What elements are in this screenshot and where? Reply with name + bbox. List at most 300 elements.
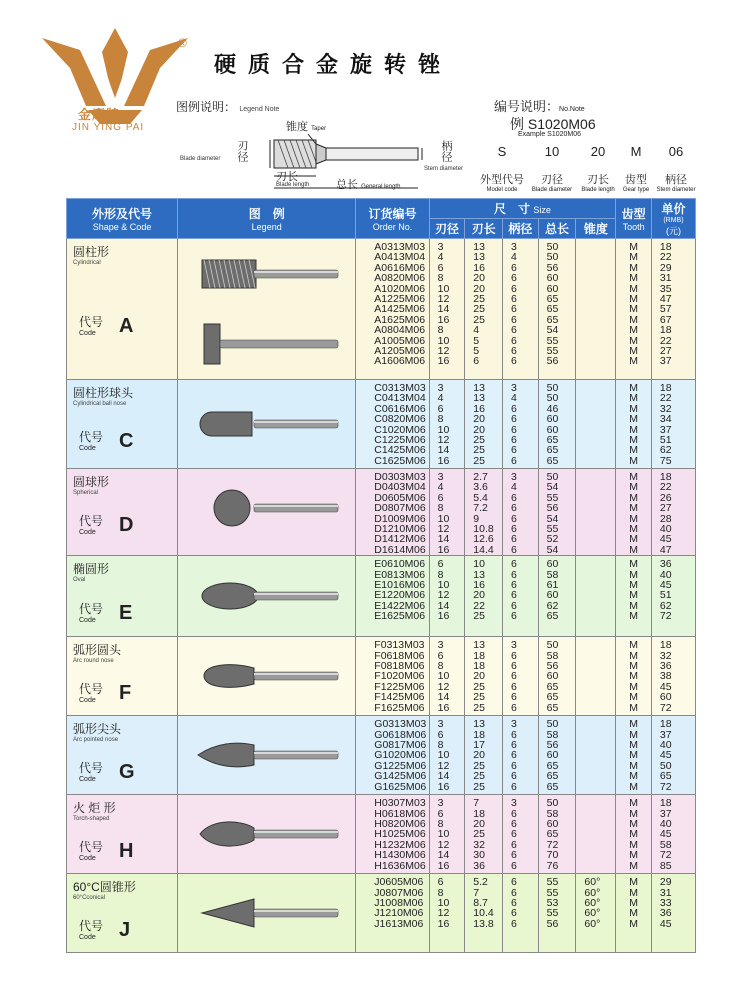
col-dia <box>429 556 465 637</box>
cell-total: 56 <box>546 261 559 274</box>
col-total <box>538 469 576 556</box>
col-total <box>538 716 576 795</box>
cell-tooth: M <box>629 261 638 274</box>
cell-total: 65 <box>546 691 559 704</box>
cell-price: 40 <box>659 568 672 581</box>
cell-orders: C0413M04 <box>374 392 426 405</box>
cell-total: 56 <box>546 660 559 673</box>
cell-stem: 3 <box>511 718 517 731</box>
cell-dia: 8 <box>437 818 444 831</box>
cell-orders: A1020M06 <box>374 282 426 295</box>
cell-tooth: M <box>629 828 638 841</box>
cell-blen: 20 <box>473 749 485 762</box>
cell-blen: 7 <box>473 797 480 810</box>
cell-dia: 12 <box>437 907 450 920</box>
brand-name-en: JIN YING PAI <box>72 122 145 133</box>
cell-tooth: M <box>629 579 638 592</box>
cell-dia: 10 <box>437 670 450 683</box>
code-letter: J <box>119 919 131 942</box>
cell-price: 72 <box>659 610 672 623</box>
col-dia <box>429 239 465 380</box>
col-orders <box>356 380 429 469</box>
cell-tooth: M <box>629 272 638 285</box>
cell-total: 70 <box>546 849 559 862</box>
cell-stem: 6 <box>511 859 517 872</box>
shape-cell <box>67 556 178 637</box>
cell-total: 50 <box>546 251 559 264</box>
cell-dia: 16 <box>437 780 450 793</box>
cell-stem: 3 <box>511 639 517 652</box>
cell-price: 18 <box>659 797 672 810</box>
cell-total: 54 <box>546 543 559 556</box>
cell-blen: 13 <box>473 718 485 731</box>
cell-dia: 8 <box>437 272 444 285</box>
cell-stem: 6 <box>511 454 517 467</box>
cell-price: 22 <box>659 392 672 405</box>
cell-price: 31 <box>659 886 672 899</box>
col-blen <box>465 380 503 469</box>
col-tooth <box>616 637 652 716</box>
cell-blen: 18 <box>473 649 485 662</box>
number-example-en: Example S1020M06 <box>518 131 582 138</box>
cell-tooth: M <box>629 610 638 623</box>
shape-cell <box>67 239 178 380</box>
cell-total: 50 <box>546 392 559 405</box>
col-tooth <box>616 469 652 556</box>
shape-name-cn: 60°C圆锥形 <box>73 880 136 895</box>
cell-price: 27 <box>659 502 672 515</box>
cell-stem: 6 <box>511 876 517 889</box>
cell-blen: 25 <box>473 691 485 704</box>
cell-blen: 14.4 <box>473 543 494 556</box>
shape-name-cn: 圆球形 <box>73 475 110 489</box>
col-dia <box>429 637 465 716</box>
cell-total: 54 <box>546 512 559 525</box>
cell-stem: 4 <box>511 481 517 494</box>
cell-blen: 32 <box>473 838 485 851</box>
cell-total: 65 <box>546 828 559 841</box>
col-tooth <box>616 239 652 380</box>
cell-price: 50 <box>659 759 672 772</box>
cell-blen: 20 <box>473 423 485 436</box>
cell-total: 65 <box>546 759 559 772</box>
cell-tooth: M <box>629 770 638 783</box>
cell-orders: G1625M06 <box>374 780 427 793</box>
cell-tooth: M <box>629 471 638 483</box>
section-row-f <box>67 637 696 716</box>
col-tooth <box>616 716 652 795</box>
cell-blen: 13 <box>473 568 485 581</box>
cell-dia: 10 <box>437 749 450 762</box>
cell-stem: 6 <box>511 897 517 910</box>
cell-total: 65 <box>546 701 559 714</box>
cell-dia: 6 <box>437 402 444 415</box>
cell-tooth: M <box>629 849 638 862</box>
cell-price: 18 <box>659 718 672 731</box>
col-taper <box>576 380 616 469</box>
cell-dia: 8 <box>437 739 444 752</box>
cell-orders: A1205M06 <box>374 345 426 358</box>
cell-orders: E1422M06 <box>374 599 426 612</box>
cell-orders: G0313M03 <box>374 718 427 731</box>
cell-stem: 4 <box>511 392 517 405</box>
col-total <box>538 239 576 380</box>
cell-total: 50 <box>546 797 559 810</box>
cell-stem: 6 <box>511 558 517 571</box>
cell-stem: 6 <box>511 739 517 752</box>
cell-stem: 4 <box>511 251 517 264</box>
cell-tooth: M <box>629 434 638 447</box>
cell-price: 27 <box>659 345 672 358</box>
burr-image-f <box>192 646 342 706</box>
cell-stem: 6 <box>511 599 517 612</box>
cell-total: 60 <box>546 558 559 571</box>
cell-total: 55 <box>546 334 559 347</box>
cell-stem: 6 <box>511 670 517 683</box>
code-label: 代号 Code <box>79 602 104 625</box>
cell-blen: 8.7 <box>473 897 488 910</box>
cell-orders: E1220M06 <box>374 589 426 602</box>
cell-dia: 14 <box>437 691 450 704</box>
col-tooth <box>616 380 652 469</box>
product-table <box>66 198 696 953</box>
cell-dia: 10 <box>437 828 450 841</box>
cell-dia: 12 <box>437 680 450 693</box>
cell-price: 62 <box>659 444 672 457</box>
th-legend: 图 例 Legend <box>178 199 356 239</box>
cell-total: 52 <box>546 533 559 546</box>
cell-dia: 16 <box>437 917 450 930</box>
cell-blen: 25 <box>473 780 485 793</box>
cell-blen: 9 <box>473 512 480 525</box>
cell-dia: 12 <box>437 589 450 602</box>
cell-price: 18 <box>659 324 672 337</box>
cell-price: 37 <box>659 355 672 368</box>
section-row-c <box>67 380 696 469</box>
shape-name-en: Spherical <box>73 490 99 496</box>
cell-orders: D0403M04 <box>374 481 426 494</box>
cell-orders: G1425M06 <box>374 770 427 783</box>
cell-orders: A0616M06 <box>374 261 426 274</box>
shape-name-en: Arc pointed nose <box>73 737 119 744</box>
burr-image-j <box>192 883 342 943</box>
code-label: 代号 Code <box>79 514 104 536</box>
col-stem <box>503 716 539 795</box>
th-total-len: 总长 <box>538 219 576 239</box>
legend-image-cell <box>178 380 356 469</box>
cell-dia: 6 <box>437 649 444 662</box>
cell-blen: 10.8 <box>473 523 494 536</box>
cell-total: 65 <box>546 780 559 793</box>
cell-price: 18 <box>659 639 672 652</box>
shape-cell <box>67 716 178 795</box>
cell-blen: 25 <box>473 293 485 306</box>
cell-total: 56 <box>546 917 559 930</box>
cell-price: 29 <box>659 261 672 274</box>
cell-blen: 20 <box>473 589 485 602</box>
cell-blen: 25 <box>473 610 485 623</box>
cell-price: 37 <box>659 728 672 741</box>
cell-dia: 4 <box>437 481 444 494</box>
cell-orders: D1210M06 <box>374 523 426 536</box>
cell-orders: H0820M06 <box>374 818 426 831</box>
cell-tooth: M <box>629 797 638 810</box>
burr-image-c <box>192 394 342 454</box>
code-part: 20 刃长 Blade length <box>581 144 615 193</box>
cell-stem: 6 <box>511 818 517 831</box>
cell-tooth: M <box>629 345 638 358</box>
cell-orders: F0313M03 <box>374 639 425 652</box>
blade-dia-label: 刃径 <box>236 140 248 162</box>
cell-stem: 3 <box>511 241 517 253</box>
shape-name-en: Cylindrical <box>73 260 101 266</box>
cell-dia: 12 <box>437 293 450 306</box>
cell-price: 45 <box>659 828 672 841</box>
cell-tooth: M <box>629 543 638 556</box>
cell-tooth: M <box>629 313 638 326</box>
section-row-j <box>67 874 696 953</box>
cell-blen: 25 <box>473 444 485 457</box>
legend-image-cell <box>178 469 356 556</box>
cell-tooth: M <box>629 502 638 515</box>
cell-orders: E0813M06 <box>374 568 426 581</box>
cell-blen: 25 <box>473 434 485 447</box>
cell-stem: 6 <box>511 568 517 581</box>
cell-stem: 6 <box>511 828 517 841</box>
cell-total: 50 <box>546 241 559 253</box>
cell-blen: 10.4 <box>473 907 494 920</box>
col-total <box>538 380 576 469</box>
col-taper <box>576 637 616 716</box>
cell-stem: 6 <box>511 413 517 426</box>
cell-price: 22 <box>659 251 672 264</box>
cell-stem: 6 <box>511 838 517 851</box>
cell-total: 56 <box>546 502 559 515</box>
cell-tooth: M <box>629 402 638 415</box>
cell-dia: 16 <box>437 701 450 714</box>
cell-tooth: M <box>629 324 638 337</box>
cell-tooth: M <box>629 660 638 673</box>
cell-tooth: M <box>629 639 638 652</box>
col-blen <box>465 874 503 953</box>
cell-dia: 16 <box>437 313 450 326</box>
col-dia <box>429 874 465 953</box>
col-taper <box>576 716 616 795</box>
cell-blen: 6 <box>473 355 480 368</box>
cell-orders: E1016M06 <box>374 579 426 592</box>
shape-name-en: Arc round nose <box>73 658 114 665</box>
cell-orders: A0313M03 <box>374 241 426 253</box>
cell-total: 65 <box>546 293 559 306</box>
cell-orders: A0413M04 <box>374 251 426 264</box>
col-taper <box>576 239 616 380</box>
cell-total: 65 <box>546 454 559 467</box>
cell-stem: 6 <box>511 610 517 623</box>
cell-price: 51 <box>659 434 672 447</box>
cell-blen: 25 <box>473 313 485 326</box>
cell-tooth: M <box>629 691 638 704</box>
cell-price: 45 <box>659 533 672 546</box>
cell-stem: 3 <box>511 471 517 483</box>
cell-tooth: M <box>629 558 638 571</box>
code-part: M 齿型 Gear type <box>622 144 650 193</box>
col-blen <box>465 469 503 556</box>
code-label: 代号 Code <box>79 682 104 705</box>
cell-dia: 16 <box>437 355 450 368</box>
code-part: S 外型代号 Model code <box>480 144 524 193</box>
col-orders <box>356 874 429 953</box>
cell-blen: 20 <box>473 272 485 285</box>
cell-total: 50 <box>546 382 559 394</box>
burr-image-h <box>192 804 342 864</box>
cell-total: 65 <box>546 303 559 316</box>
cell-stem: 6 <box>511 313 517 326</box>
col-price <box>651 239 695 380</box>
cell-blen: 13 <box>473 241 485 253</box>
stem-dia-label: 柄径 <box>440 140 452 162</box>
th-blade-len: 刃长 <box>465 219 503 239</box>
cell-orders: C1625M06 <box>374 454 426 467</box>
legend-image-cell <box>178 716 356 795</box>
cell-dia: 6 <box>437 261 444 274</box>
cell-blen: 17 <box>473 739 485 752</box>
col-blen <box>465 716 503 795</box>
cell-tooth: M <box>629 423 638 436</box>
cell-dia: 3 <box>437 718 444 731</box>
burr-image-a-short <box>192 314 342 374</box>
cell-tooth: M <box>629 303 638 316</box>
cell-taper: 60° <box>584 917 601 930</box>
cell-stem: 6 <box>511 502 517 515</box>
cell-tooth: M <box>629 917 638 930</box>
col-price <box>651 469 695 556</box>
cell-total: 56 <box>546 355 559 368</box>
cell-orders: C0616M06 <box>374 402 426 415</box>
cell-blen: 13 <box>473 639 485 652</box>
col-orders <box>356 716 429 795</box>
cell-dia: 3 <box>437 382 444 394</box>
cell-tooth: M <box>629 382 638 394</box>
cell-orders: F1225M06 <box>374 680 425 693</box>
cell-price: 75 <box>659 454 672 467</box>
cell-orders: G0618M06 <box>374 728 427 741</box>
code-letter: E <box>119 602 133 625</box>
cell-total: 60 <box>546 818 559 831</box>
burr-image-d <box>192 478 342 538</box>
cell-stem: 6 <box>511 759 517 772</box>
cell-total: 50 <box>546 639 559 652</box>
cell-total: 55 <box>546 345 559 358</box>
cell-stem: 6 <box>511 523 517 536</box>
cell-dia: 14 <box>437 533 450 546</box>
col-price <box>651 716 695 795</box>
cell-dia: 6 <box>437 876 444 889</box>
cell-tooth: M <box>629 759 638 772</box>
cell-price: 62 <box>659 599 672 612</box>
taper-label: 锥度 Taper <box>286 121 327 133</box>
cell-dia: 12 <box>437 838 450 851</box>
cell-stem: 3 <box>511 797 517 810</box>
code-letter: G <box>119 761 135 784</box>
cell-dia: 12 <box>437 759 450 772</box>
cell-price: 40 <box>659 739 672 752</box>
col-tooth <box>616 795 652 874</box>
cell-tooth: M <box>629 718 638 731</box>
cell-blen: 5 <box>473 334 480 347</box>
cell-blen: 18 <box>473 807 485 820</box>
cell-orders: G1225M06 <box>374 759 427 772</box>
th-taper: 锥度 <box>576 219 616 239</box>
cell-price: 72 <box>659 780 672 793</box>
cell-total: 65 <box>546 313 559 326</box>
cell-tooth: M <box>629 749 638 762</box>
cell-blen: 20 <box>473 670 485 683</box>
cell-price: 36 <box>659 660 672 673</box>
cell-orders: A0820M06 <box>374 272 426 285</box>
shape-name-cn: 火 炬 形 <box>73 801 116 816</box>
th-shape: 外形及代号 Shape & Code <box>67 199 178 239</box>
cell-total: 58 <box>546 568 559 581</box>
cell-orders: A0804M06 <box>374 324 426 337</box>
legend-image-cell <box>178 637 356 716</box>
cell-total: 76 <box>546 859 559 872</box>
general-len-label: 总长 General length <box>336 179 401 191</box>
cell-total: 62 <box>546 599 559 612</box>
cell-tooth: M <box>629 282 638 295</box>
cell-tooth: M <box>629 886 638 899</box>
cell-stem: 6 <box>511 579 517 592</box>
cell-orders: D0303M03 <box>374 471 426 483</box>
cell-stem: 6 <box>511 261 517 274</box>
cell-stem: 6 <box>511 701 517 714</box>
legend-note: 图例说明： Legend Note <box>176 100 280 114</box>
cell-dia: 14 <box>437 849 450 862</box>
cell-dia: 6 <box>437 558 444 571</box>
cell-price: 60 <box>659 691 672 704</box>
th-order: 订货编号 Order No. <box>356 199 429 239</box>
cell-dia: 14 <box>437 444 450 457</box>
cell-orders: C1020M06 <box>374 423 426 436</box>
cell-dia: 10 <box>437 897 450 910</box>
cell-dia: 16 <box>437 859 450 872</box>
cell-dia: 12 <box>437 523 450 536</box>
cell-stem: 6 <box>511 886 517 899</box>
cell-stem: 6 <box>511 749 517 762</box>
code-label: 代号 Code <box>79 430 104 452</box>
cell-taper: 60° <box>584 897 601 910</box>
cell-dia: 8 <box>437 568 444 581</box>
cell-tooth: M <box>629 512 638 525</box>
cell-dia: 8 <box>437 886 444 899</box>
code-label: 代号 Code <box>79 840 104 863</box>
section-row-h <box>67 795 696 874</box>
cell-tooth: M <box>629 293 638 306</box>
cell-total: 65 <box>546 770 559 783</box>
cell-blen: 13.8 <box>473 917 494 930</box>
cell-tooth: M <box>629 818 638 831</box>
cell-price: 18 <box>659 382 672 394</box>
cell-total: 46 <box>546 402 559 415</box>
cell-price: 72 <box>659 849 672 862</box>
cell-tooth: M <box>629 728 638 741</box>
cell-tooth: M <box>629 589 638 602</box>
cell-tooth: M <box>629 481 638 494</box>
cell-stem: 6 <box>511 660 517 673</box>
cell-total: 58 <box>546 807 559 820</box>
cell-tooth: M <box>629 807 638 820</box>
cell-tooth: M <box>629 392 638 405</box>
code-letter: A <box>119 315 134 337</box>
